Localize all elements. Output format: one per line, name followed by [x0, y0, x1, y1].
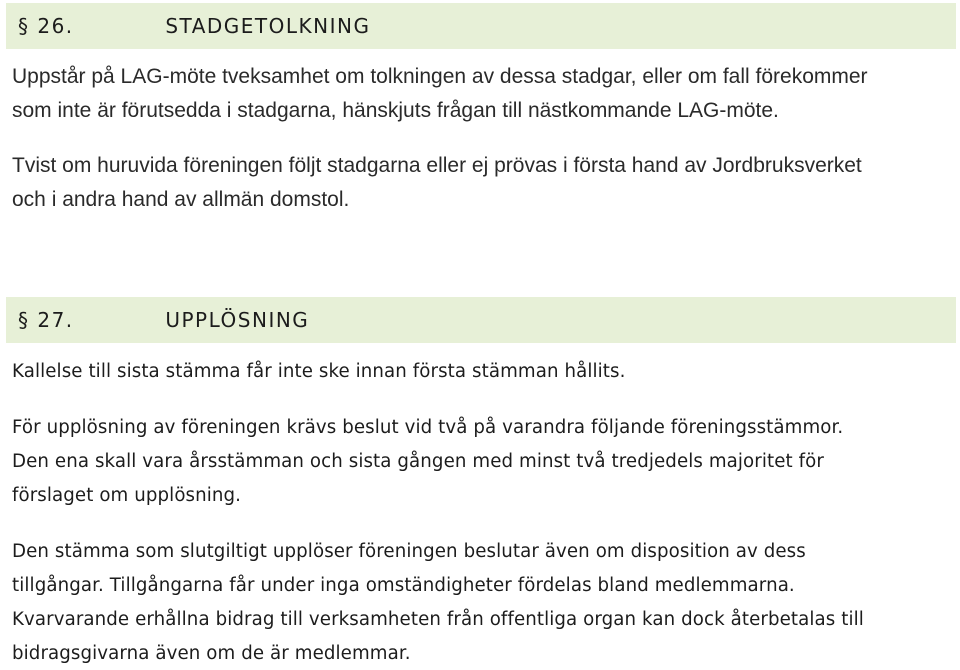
section-27-paragraph-3 — [12, 535, 952, 670]
paragraph-line: förslaget om upplösning. — [12, 485, 242, 506]
paragraph-line: bidragsgivarna även om de är medlemmar. — [12, 643, 411, 664]
section-27-heading-text — [18, 297, 309, 343]
section-26-heading-text — [18, 3, 370, 49]
section-title: UPPLÖSNING — [165, 308, 310, 332]
paragraph-line: Kvarvarande erhållna bidrag till verksamheten från offentliga organ kan dock återbetalas till — [12, 609, 864, 630]
section-26-paragraph-2 — [12, 149, 952, 217]
paragraph-line: som inte är förutsedda i stadgarna, hänskjuts frågan till nästkommande LAG-möte. — [12, 99, 779, 122]
paragraph-line: Den stämma som slutgiltigt upplöser föreningen beslutar även om disposition av dess — [12, 541, 806, 562]
paragraph-line: Uppstår på LAG-möte tveksamhet om tolkningen av dessa stadgar, eller om fall förekommer — [12, 65, 868, 88]
paragraph-line: tillgångar. Tillgångarna får under inga omständigheter fördelas bland medlemmarna. — [12, 575, 795, 596]
section-number: 26. — [37, 14, 74, 38]
section-title: STADGETOLKNING — [165, 14, 371, 38]
section-27-paragraph-1 — [12, 355, 952, 389]
section-27-paragraph-2 — [12, 411, 952, 513]
section-26-paragraph-1 — [12, 60, 952, 128]
paragraph-line: För upplösning av föreningen krävs beslut vid två på varandra följande föreningsstämmor. — [12, 417, 844, 438]
paragraph-line: och i andra hand av allmän domstol. — [12, 188, 350, 211]
section-26-heading — [6, 3, 956, 49]
section-symbol: § — [18, 308, 30, 332]
paragraph-line: Den ena skall vara årsstämman och sista gången med minst två tredjedels majoritet för — [12, 451, 824, 472]
section-symbol: § — [18, 14, 30, 38]
paragraph-line: Kallelse till sista stämma får inte ske innan första stämman hållits. — [12, 361, 626, 382]
paragraph-line: Tvist om huruvida föreningen följt stadgarna eller ej prövas i första hand av Jordbruksverket — [12, 154, 862, 177]
section-27-heading — [6, 297, 956, 343]
section-number: 27. — [37, 308, 74, 332]
